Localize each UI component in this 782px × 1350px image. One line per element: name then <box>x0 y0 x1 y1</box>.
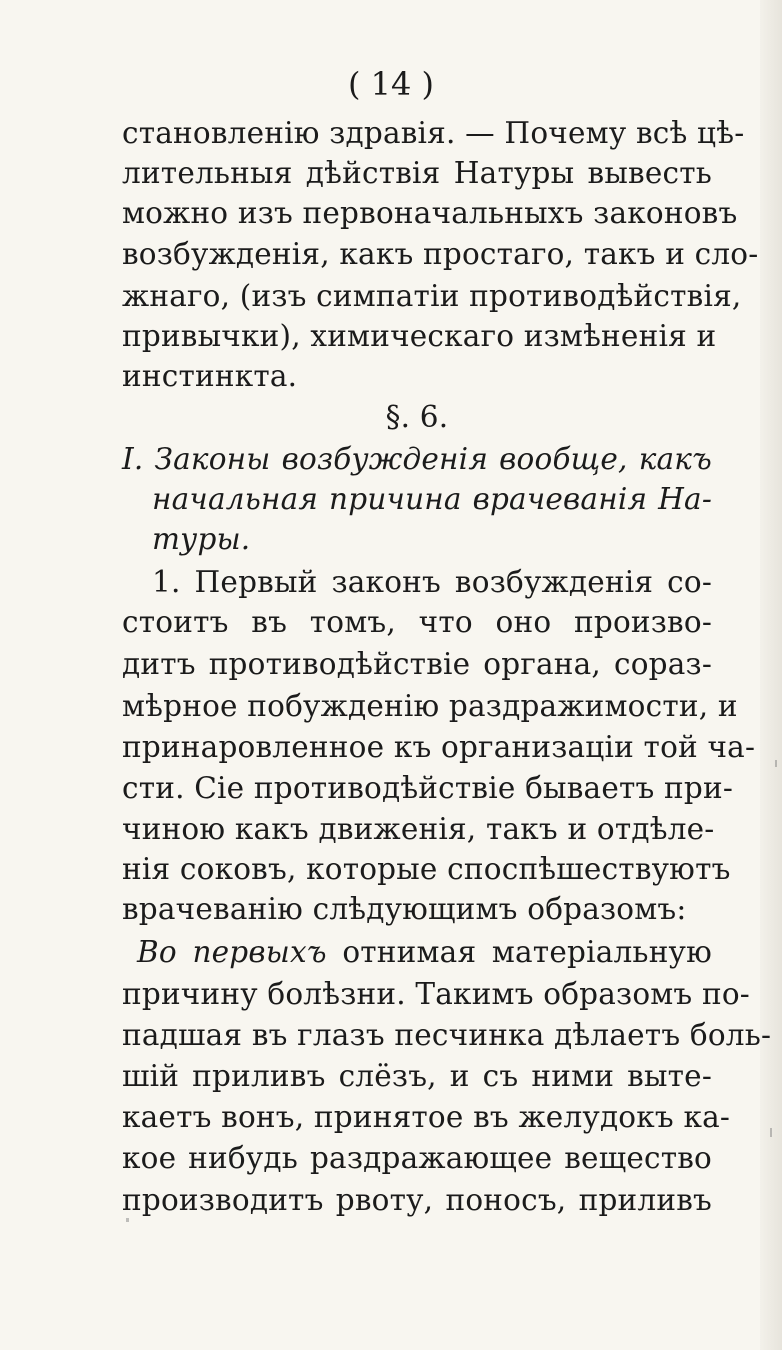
text-line: лительныя дѣйствія Натуры вывесть <box>122 156 712 190</box>
text-line: дитъ противодѣйствіе органа, сораз- <box>122 647 712 681</box>
section-heading: §. 6. <box>385 400 449 434</box>
text-line: привычки), химическаго измѣненія и <box>122 319 717 353</box>
text-line: производитъ рвоту, поносъ, приливъ <box>122 1183 712 1217</box>
paper-speck <box>126 1218 129 1222</box>
text-line: 1. Первый законъ возбужденія со- <box>152 565 712 599</box>
text-run: отнимая матеріальную <box>326 935 712 969</box>
paper-speck <box>770 1128 772 1137</box>
paper-speck <box>775 760 777 767</box>
text-line: мѣрное побужденію раздражимости, и <box>122 689 738 723</box>
page-number: ( 14 ) <box>347 65 435 103</box>
text-line: чиною какъ движенія, такъ и отдѣле- <box>122 812 715 846</box>
text-line: шій приливъ слёзъ, и съ ними выте- <box>122 1059 712 1093</box>
text-line: инстинкта. <box>122 359 298 393</box>
text-line: падшая въ глазъ песчинка дѣлаетъ боль- <box>122 1018 772 1052</box>
text-line-italic-start <box>137 932 712 972</box>
text-line: врачеванію слѣдующимъ образомъ: <box>122 892 687 926</box>
subsection-title-line: I. Законы возбужденія вообще, какъ <box>122 442 712 476</box>
text-line: жнаго, (изъ симпатіи противодѣйствія, <box>122 279 742 313</box>
text-line: можно изъ первоначальныхъ законовъ <box>122 196 738 230</box>
subsection-title-line: туры. <box>152 522 251 556</box>
text-line: нія соковъ, которые споспѣшествуютъ <box>122 852 731 886</box>
text-line: становленію здравія. — Почему всѣ цѣ- <box>122 116 745 150</box>
text-line: стоитъ въ томъ, что оно произво- <box>122 605 712 639</box>
text-line: сти. Сіе противодѣйствіе бываетъ при- <box>122 771 734 805</box>
text-line: причину болѣзни. Такимъ образомъ по- <box>122 977 750 1011</box>
text-line: принаровленное къ организаціи той ча- <box>122 730 756 764</box>
subsection-title-line: начальная причина врачеванія На- <box>152 482 712 516</box>
text-line: каетъ вонъ, принятое въ желудокъ ка- <box>122 1100 731 1134</box>
text-line: кое нибудь раздражающее вещество <box>122 1141 712 1175</box>
italic-phrase: Во первыхъ <box>137 935 327 969</box>
text-line: возбужденія, какъ простаго, такъ и сло- <box>122 237 759 271</box>
